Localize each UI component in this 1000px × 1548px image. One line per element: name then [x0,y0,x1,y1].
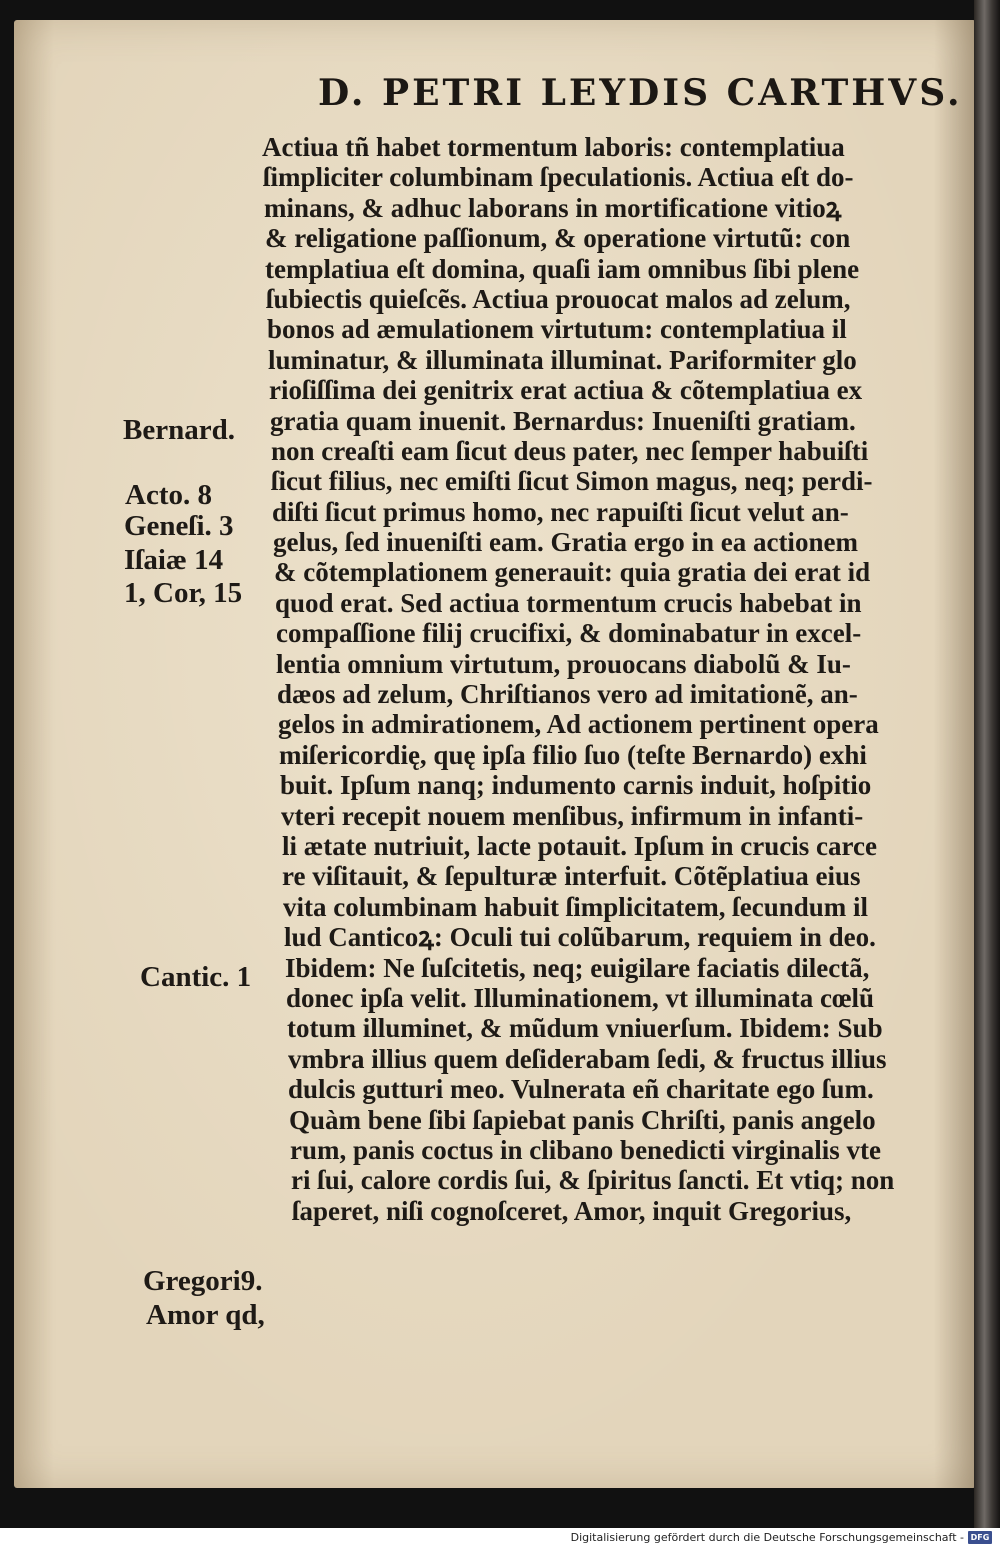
dfg-logo: DFG [968,1531,992,1544]
text-line: rioſiſſima dei genitrix erat actiua & cõtemplatiua ex [269,375,863,406]
marginal-note-bernard: Bernard. [123,414,235,446]
marginal-note-amor: Amor qd, [146,1299,265,1331]
text-line: gelus, ſed inueniſti eam. Gratia ergo in ea actionem [273,527,858,558]
text-line: vmbra illius quem deſiderabam ſedi, & fructus illius [288,1043,887,1074]
marginal-note-cor: 1, Cor, 15 [124,577,243,609]
marginal-note-genesi: Geneſi. 3 [124,510,234,542]
text-line: rum, panis coctus in clibano benedicti virginalis vte [290,1134,882,1165]
text-line: templatiua eſt domina, quaſi iam omnibus ſibi plene [265,253,860,284]
text-line: ſaperet, niſi cognoſceret, Amor, inquit Gregorius, [292,1195,852,1226]
text-line: & cõtemplationem generauit: quia gratia dei erat id [274,557,871,588]
text-line: li ætate nutriuit, lacte potauit. Ipſum in crucis carce [282,830,877,861]
text-line: ſicut filius, nec emiſti ſicut Simon magus, neq; perdi- [271,466,873,497]
text-line: dæos ad zelum, Chriſtianos vero ad imitationẽ, an- [277,679,858,710]
text-line: vita columbinam habuit ſimplicitatem, ſecundum il [283,891,869,922]
text-line: lud Canticoꝝ: Oculi tui colũbarum, requiem in deo. [284,922,876,953]
marginal-note-cantic: Cantic. 1 [140,961,252,993]
text-line: totum illuminet, & mũdum vniuerſum. Ibidem: Sub [287,1013,883,1044]
book-spine-edge [974,0,1000,1528]
text-line: bonos ad æmulationem virtutum: contemplatiua il [267,314,847,345]
text-line: Quàm bene ſibi ſapiebat panis Chriſti, panis angelo [289,1104,876,1135]
running-header: D. PETRI LEYDIS CARTHVS. [318,72,963,114]
text-line: ſimpliciter columbinam ſpeculationis. Actiua eſt do- [263,162,854,193]
text-line: ſubiectis quieſcẽs. Actiua prouocat malos ad zelum, [266,283,851,314]
marginal-note-acto: Acto. 8 [125,479,212,511]
text-line: compaſſione filij crucifixi, & dominabatur in excel- [276,618,862,649]
text-line: gelos in admirationem, Ad actionem pertinent opera [278,709,879,740]
text-line: Actiua tñ habet tormentum laboris: contemplatiua [262,132,845,162]
text-line: lentia omnium virtutum, prouocans diabolũ & Iu- [276,648,851,679]
body-text-block [262,132,962,1226]
text-line: luminatur, & illuminata illuminat. Pariformiter glo [268,344,857,375]
text-line: buit. Ipſum nanq; indumento carnis induit, hoſpitio [280,770,872,801]
text-line: & religatione paſſionum, & operatione virtutũ: con [265,223,851,254]
text-line: non creaſti eam ſicut deus pater, nec ſemper habuiſti [271,435,869,466]
text-line: re viſitauit, & ſepulturæ interfuit. Cõtẽplatiua eius [282,861,861,892]
marginal-note-gregorius: Gregori9. [143,1265,263,1297]
text-line: minans, & adhuc laborans in mortificatione vitioꝝ [264,192,842,223]
text-line: Ibidem: Ne ſuſcitetis, neq; euigilare faciatis dilectã, [285,952,870,983]
text-line: ri ſui, calore cordis ſui, & ſpiritus ſancti. Et vtiq; non [291,1165,895,1196]
marginal-note-isaiae: Iſaiæ 14 [124,544,224,576]
text-line: quod erat. Sed actiua tormentum crucis habebat in [275,587,862,618]
text-line: donec ipſa velit. Illuminationem, vt illuminata cœlũ [286,982,875,1013]
text-line: miſericordię, quę ipſa filio ſuo (teſte Bernardo) exhi [279,739,867,770]
footer-credit: Digitalisierung gefördert durch die Deutsche Forschungsgemeinschaft - [570,1531,964,1544]
text-line: vteri recepit nouem menſibus, infirmum in infanti- [281,800,864,831]
text-line: gratia quam inuenit. Bernardus: Inueniſti gratiam. [270,405,856,436]
text-line: diſti ſicut primus homo, nec rapuiſti ſicut velut an- [272,496,849,527]
text-line: dulcis gutturi meo. Vulnerata eñ charitate ego ſum. [288,1074,874,1105]
